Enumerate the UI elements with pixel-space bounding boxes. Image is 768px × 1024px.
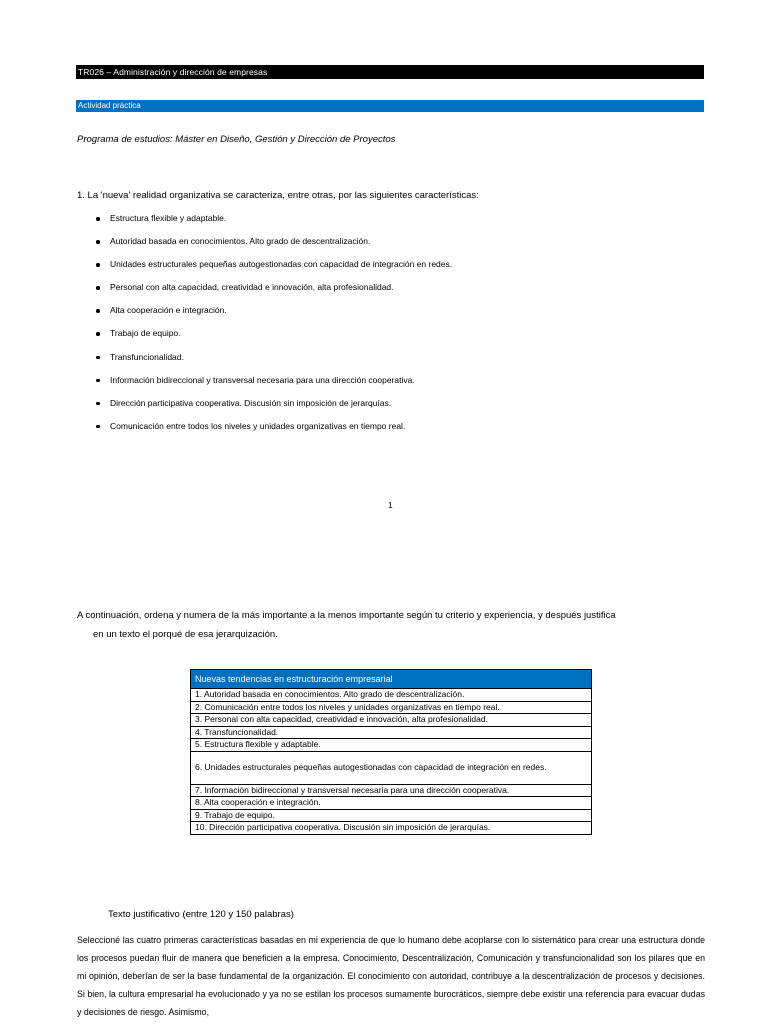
- trends-table: [190, 669, 592, 835]
- table-row: [191, 809, 592, 822]
- table-row: [191, 739, 592, 752]
- list-item: Estructura flexible y adaptable.: [96, 210, 452, 233]
- table-row: [191, 751, 592, 784]
- justification-body: Seleccioné las cuatro primeras características basadas en mi experiencia de que lo humano debe acoplarse con lo sistemático para crear una estructura donde los procesos puedan fluir de manera que beneficien a la empresa. Conocimiento, Descentralización, Comunicación y transfuncionalidad son los pilares que en mi opinión, deberían de ser la base fundamental de la organización. El conocimiento con autoridad, contribuye a la descentralización de procesos y decisiones. Si bien, la cultura empresarial ha evolucionado y ya no se estilan los procesos sumamente burocráticos, siempre debe existir una referencia para evacuar dudas y decisiones de riesgo. Asimismo,: [77, 935, 705, 1017]
- justification-title: Texto justificativo (entre 120 y 150 palabras): [108, 909, 294, 920]
- list-item: Transfuncionalidad.: [96, 349, 452, 372]
- table-cell: 5. Estructura flexible y adaptable.: [191, 739, 592, 752]
- list-item: Trabajo de equipo.: [96, 325, 452, 348]
- list-item: Unidades estructurales pequeñas autogestionadas con capacidad de integración en redes.: [96, 256, 452, 279]
- table-row: [191, 714, 592, 727]
- list-item: Autoridad basada en conocimientos. Alto grado de descentralización.: [96, 233, 452, 256]
- table-cell: 6. Unidades estructurales pequeñas autogestionadas con capacidad de integración en redes.: [191, 751, 592, 784]
- table-cell: 9. Trabajo de equipo.: [191, 809, 592, 822]
- course-title: TR026 – Administración y dirección de empresas: [78, 67, 268, 77]
- list-item: Personal con alta capacidad, creatividad e innovación, alta profesionalidad.: [96, 279, 452, 302]
- list-item: Información bidireccional y transversal necesaria para una dirección cooperativa.: [96, 372, 452, 395]
- section-title: Actividad práctica: [78, 101, 141, 110]
- table-cell: 10. Dirección participativa cooperativa. Discusión sin imposición de jerarquías.: [191, 822, 592, 835]
- table-row: [191, 689, 592, 702]
- question-text: 1. La 'nueva' realidad organizativa se caracteriza, entre otras, por las siguientes características:: [77, 190, 479, 201]
- table-cell: 8. Alta cooperación e integración.: [191, 797, 592, 810]
- section-header-bar: [76, 100, 704, 112]
- list-item: Dirección participativa cooperativa. Discusión sin imposición de jerarquías.: [96, 395, 452, 418]
- table-cell: 7. Información bidireccional y transversal necesaria para una dirección cooperativa.: [191, 784, 592, 797]
- instructions: [77, 606, 705, 644]
- characteristics-list: [96, 210, 452, 441]
- list-item: Comunicación entre todos los niveles y unidades organizativas en tiempo real.: [96, 418, 452, 441]
- table-row: [191, 822, 592, 835]
- table-row: [191, 701, 592, 714]
- table-row: [191, 726, 592, 739]
- table-cell: 1. Autoridad basada en conocimientos. Alto grado de descentralización.: [191, 689, 592, 702]
- table-row: [191, 784, 592, 797]
- table-cell: 3. Personal con alta capacidad, creatividad e innovación, alta profesionalidad.: [191, 714, 592, 727]
- list-item: Alta cooperación e integración.: [96, 302, 452, 325]
- table-header: Nuevas tendencias en estructuración empresarial: [191, 670, 592, 689]
- instructions-line-2: en un texto el porqué de esa jerarquización.: [93, 629, 278, 640]
- instructions-line-1: A continuación, ordena y numera de la más importante a la menos importante según tu criterio y experiencia, y después justifica: [77, 610, 616, 621]
- course-header-bar: [76, 65, 704, 79]
- program-title: Programa de estudios: Máster en Diseño, Gestión y Dirección de Proyectos: [77, 134, 396, 145]
- table-cell: 4. Transfuncionalidad.: [191, 726, 592, 739]
- table-cell: 2. Comunicación entre todos los niveles y unidades organizativas en tiempo real.: [191, 701, 592, 714]
- table-row: [191, 797, 592, 810]
- page-number: 1: [388, 500, 393, 510]
